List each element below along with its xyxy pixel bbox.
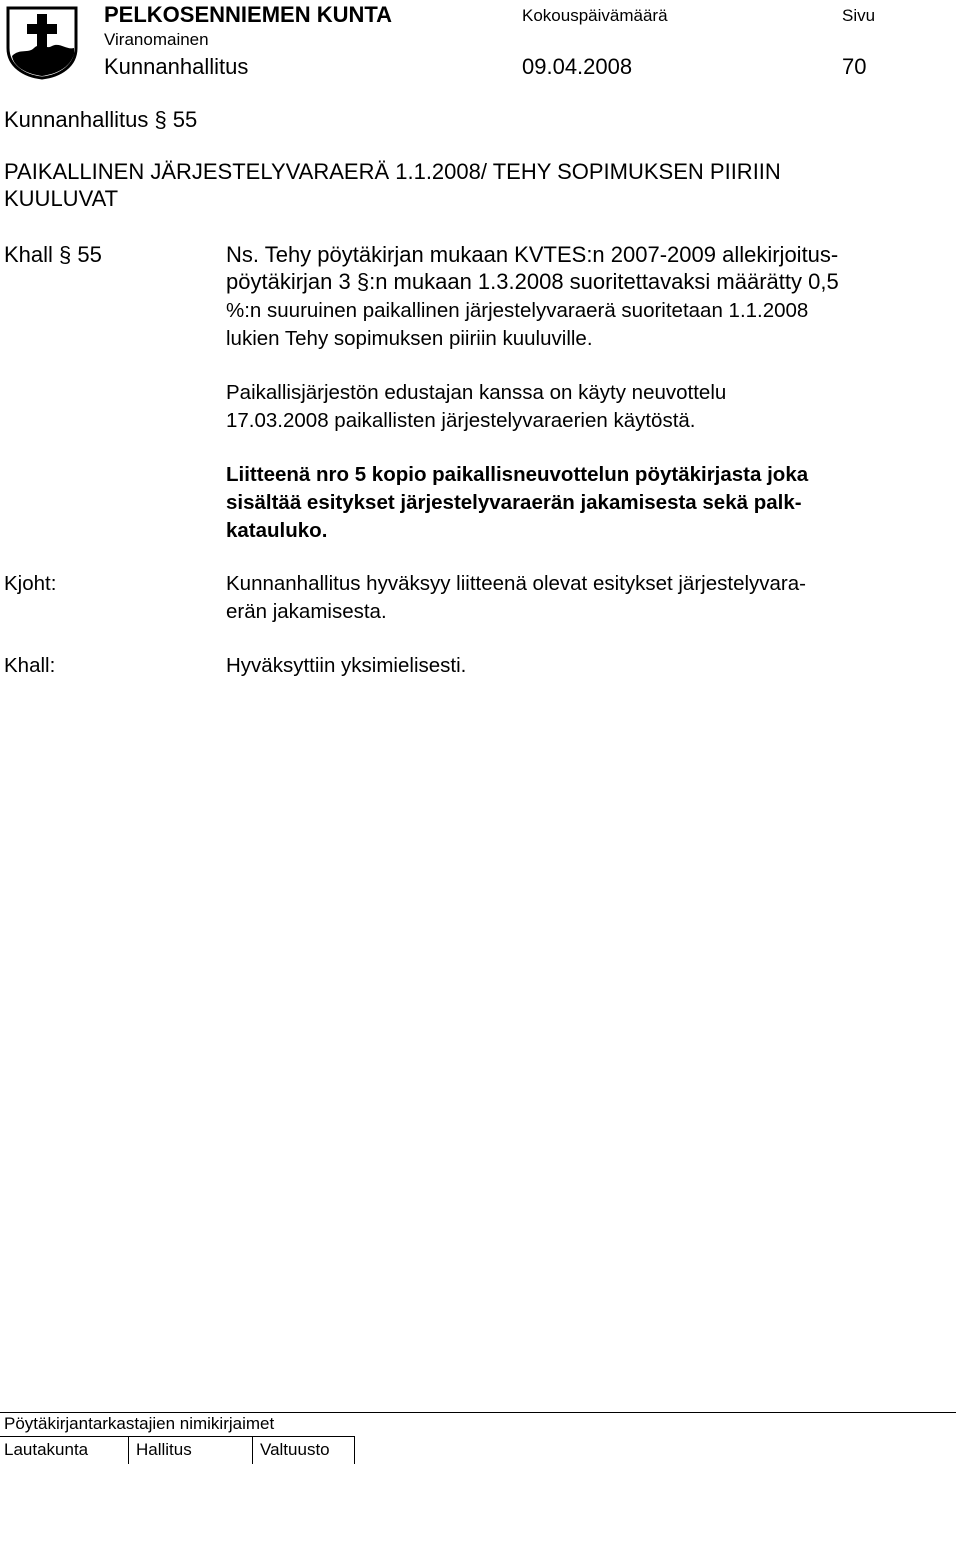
footer-divider-3 <box>354 1436 355 1464</box>
paragraph-1-line-3: %:n suuruinen paikallinen järjestelyvaraerä suoritetaan 1.1.2008 <box>226 299 809 322</box>
kjoht-proposal-line-1: Kunnanhallitus hyväksyy liitteenä olevat esitykset järjestelyvara- <box>226 572 806 595</box>
khall-decision: Hyväksyttiin yksimielisesti. <box>226 654 467 677</box>
footer-top-rule <box>0 1412 956 1413</box>
kjoht-proposal-line-2: erän jakamisesta. <box>226 600 387 623</box>
paragraph-1-line-4: lukien Tehy sopimuksen piiriin kuuluville. <box>226 327 593 350</box>
paragraph-2-line-2: 17.03.2008 paikallisten järjestelyvaraerien käytöstä. <box>226 409 696 432</box>
footer-col-lautakunta: Lautakunta <box>4 1440 89 1459</box>
municipality-coat-of-arms-logo <box>4 4 80 80</box>
footer-mid-rule <box>0 1436 354 1437</box>
attachment-line-2: sisältää esitykset järjestelyvaraerän jakamisesta sekä palk- <box>226 491 802 514</box>
footer-divider-2 <box>252 1436 253 1464</box>
document-title-line-2: KUULUVAT <box>4 186 119 211</box>
page-number: 70 <box>842 54 867 79</box>
footer-title: Pöytäkirjantarkastajien nimikirjaimet <box>4 1414 275 1433</box>
attachment-line-3: katauluko. <box>226 519 328 542</box>
footer-divider-1 <box>128 1436 129 1464</box>
authority-value: Kunnanhallitus <box>104 54 249 79</box>
page-label: Sivu <box>842 6 876 25</box>
date-label: Kokouspäivämäärä <box>522 6 668 25</box>
paragraph-1-line-1: Ns. Tehy pöytäkirjan mukaan KVTES:n 2007-2009 allekirjoitus- <box>226 242 839 267</box>
paragraph-2-line-1: Paikallisjärjestön edustajan kanssa on käyty neuvottelu <box>226 381 727 404</box>
footer-col-valtuusto: Valtuusto <box>260 1440 330 1459</box>
organization-name: PELKOSENNIEMEN KUNTA <box>104 2 393 27</box>
kjoht-label: Kjoht: <box>4 572 57 595</box>
meeting-date: 09.04.2008 <box>522 54 633 79</box>
attachment-line-1: Liitteenä nro 5 kopio paikallisneuvottelun pöytäkirjasta joka <box>226 463 809 486</box>
khall-section-ref: Khall § 55 <box>4 242 102 267</box>
section-reference: Kunnanhallitus § 55 <box>4 107 198 132</box>
khall-label: Khall: <box>4 654 56 677</box>
document-title-line-1: PAIKALLINEN JÄRJESTELYVARAERÄ 1.1.2008/ TEHY SOPIMUKSEN PIIRIIN <box>4 159 781 184</box>
footer-col-hallitus: Hallitus <box>136 1440 192 1459</box>
paragraph-1-line-2: pöytäkirjan 3 §:n mukaan 1.3.2008 suoritettavaksi määrätty 0,5 <box>226 269 839 294</box>
authority-label: Viranomainen <box>104 30 209 49</box>
